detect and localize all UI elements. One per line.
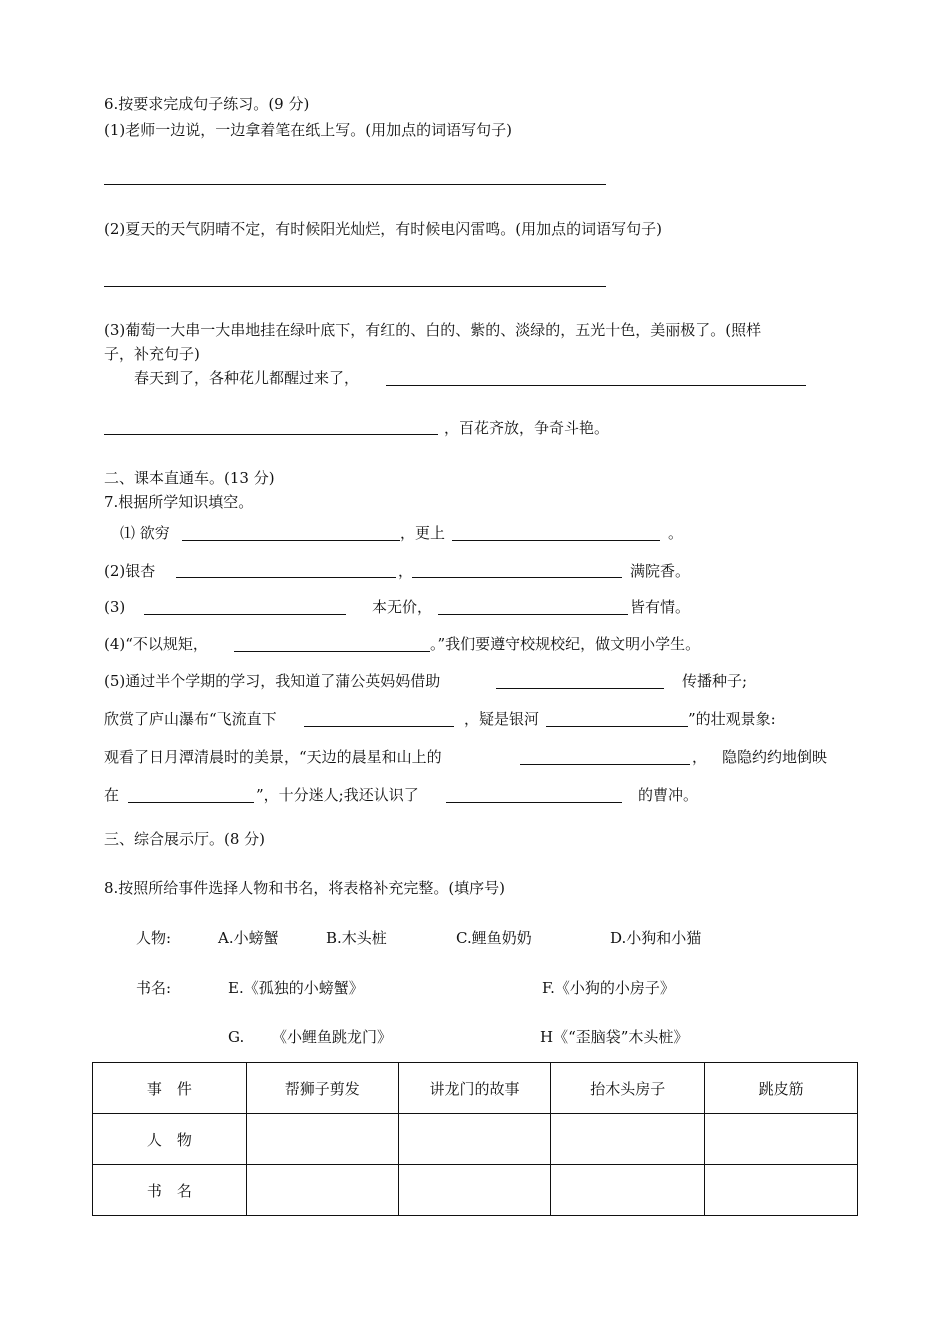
q6-sentence-1: (1)老师一边说，一边拿着笔在纸上写。(用加点的词语写句子): [104, 121, 512, 139]
q7-fill-1-text: ⑴ 欲穷: [120, 524, 170, 542]
q6-sentence-2: (2)夏天的天气阴晴不定，有时候阳光灿烂，有时候电闪雷鸣。(用加点的词语写句子): [104, 220, 662, 238]
q7-fill-4-text: 。”我们要遵守校规校纪，做文明小学生。: [430, 635, 701, 653]
q7-fill-7-text: 隐隐约约地倒映: [722, 748, 828, 766]
books-label: 书名:: [136, 979, 172, 997]
q7-fill-1-text: ，更上: [400, 524, 446, 542]
answer-table: [92, 1062, 858, 1216]
blank[interactable]: [412, 577, 622, 578]
q7-fill-1-text: 。: [668, 524, 684, 542]
book-option: F.《小狗的小房子》: [542, 979, 675, 997]
book-option: 《小鲤鱼跳龙门》: [272, 1028, 393, 1046]
person-option: D.小狗和小猫: [610, 929, 702, 947]
table-row: [93, 1165, 858, 1216]
q6-sentence-3b: 子，补充句子): [104, 345, 200, 363]
header-cell: 讲龙门的故事: [398, 1063, 551, 1114]
blank[interactable]: [546, 726, 688, 727]
blank[interactable]: [144, 614, 346, 615]
answer-cell[interactable]: [246, 1165, 398, 1216]
q7-fill-6-text: ，疑是银河: [464, 710, 540, 728]
q6-sentence-3a: (3)葡萄一大串一大串地挂在绿叶底下，有红的、白的、紫的、淡绿的，五光十色，美丽极了。(照样: [104, 321, 762, 339]
q7-fill-2-text: 满院香。: [630, 562, 691, 580]
q7-fill-2-text: (2)银杏: [104, 562, 156, 580]
q7-fill-6-text: 欣赏了庐山瀑布“飞流直下: [104, 710, 277, 728]
blank[interactable]: [452, 540, 660, 541]
table-header-row: [93, 1063, 858, 1114]
q7-title: 7.根据所学知识填空。: [104, 493, 254, 511]
row-label: 书 名: [93, 1165, 247, 1216]
blank[interactable]: [182, 540, 400, 541]
q7-fill-2-text: ，: [398, 562, 414, 580]
q7-fill-4-text: (4)“不以规矩，: [104, 635, 208, 653]
answer-cell[interactable]: [551, 1165, 705, 1216]
answer-cell[interactable]: [398, 1165, 551, 1216]
table-row: [93, 1114, 858, 1165]
header-cell: 抬木头房子: [551, 1063, 705, 1114]
answer-cell[interactable]: [705, 1165, 858, 1216]
book-option-label: G.: [228, 1028, 245, 1046]
person-option: A.小螃蟹: [218, 929, 279, 947]
answer-cell[interactable]: [705, 1114, 858, 1165]
q7-fill-6-text: ”的壮观景象:: [688, 710, 776, 728]
header-cell: 帮狮子剪发: [246, 1063, 398, 1114]
answer-cell[interactable]: [398, 1114, 551, 1165]
blank[interactable]: [496, 688, 664, 689]
q7-fill-3-text: 本无价，: [372, 598, 433, 616]
people-label: 人物:: [136, 929, 172, 947]
answer-cell[interactable]: [551, 1114, 705, 1165]
blank[interactable]: [438, 614, 628, 615]
answer-line-2[interactable]: [104, 286, 606, 287]
q7-fill-8-text: 在: [104, 786, 120, 804]
person-option: C.鲤鱼奶奶: [456, 929, 532, 947]
blank[interactable]: [128, 802, 254, 803]
q6-sentence-3d: ，百花齐放，争奇斗艳。: [444, 419, 610, 437]
book-option: H《“歪脑袋”木头桩》: [540, 1028, 689, 1046]
blank[interactable]: [176, 577, 396, 578]
q7-fill-7-text: ，: [692, 748, 708, 766]
blank[interactable]: [234, 651, 430, 652]
header-cell: 跳皮筋: [705, 1063, 858, 1114]
q7-fill-8-text: 的曹冲。: [638, 786, 699, 804]
q7-fill-8-text: ”，十分迷人;我还认识了: [256, 786, 419, 804]
q7-fill-3-text: 皆有情。: [630, 598, 691, 616]
row-label: 人 物: [93, 1114, 247, 1165]
section-3-title: 三、综合展示厅。(8 分): [104, 830, 266, 848]
q6-title: 6.按要求完成句子练习。(9 分): [104, 95, 310, 113]
q7-fill-7-text: 观看了日月潭清晨时的美景，“天边的晨星和山上的: [104, 748, 442, 766]
blank[interactable]: [520, 764, 690, 765]
answer-line-3b[interactable]: [104, 434, 438, 435]
q6-sentence-3c: 春天到了，各种花儿都醒过来了，: [134, 369, 360, 387]
answer-cell[interactable]: [246, 1114, 398, 1165]
blank[interactable]: [304, 726, 454, 727]
q7-fill-5-text: (5)通过半个学期的学习，我知道了蒲公英妈妈借助: [104, 672, 441, 690]
book-option: E.《孤独的小螃蟹》: [228, 979, 364, 997]
q7-fill-5-text: 传播种子;: [682, 672, 748, 690]
section-2-title: 二、课本直通车。(13 分): [104, 469, 275, 487]
answer-line-3a[interactable]: [386, 385, 806, 386]
q8-title: 8.按照所给事件选择人物和书名，将表格补充完整。(填序号): [104, 879, 506, 897]
header-cell: 事 件: [93, 1063, 247, 1114]
q7-fill-3-text: (3): [104, 598, 126, 616]
person-option: B.木头桩: [326, 929, 387, 947]
answer-line-1[interactable]: [104, 184, 606, 185]
blank[interactable]: [446, 802, 622, 803]
